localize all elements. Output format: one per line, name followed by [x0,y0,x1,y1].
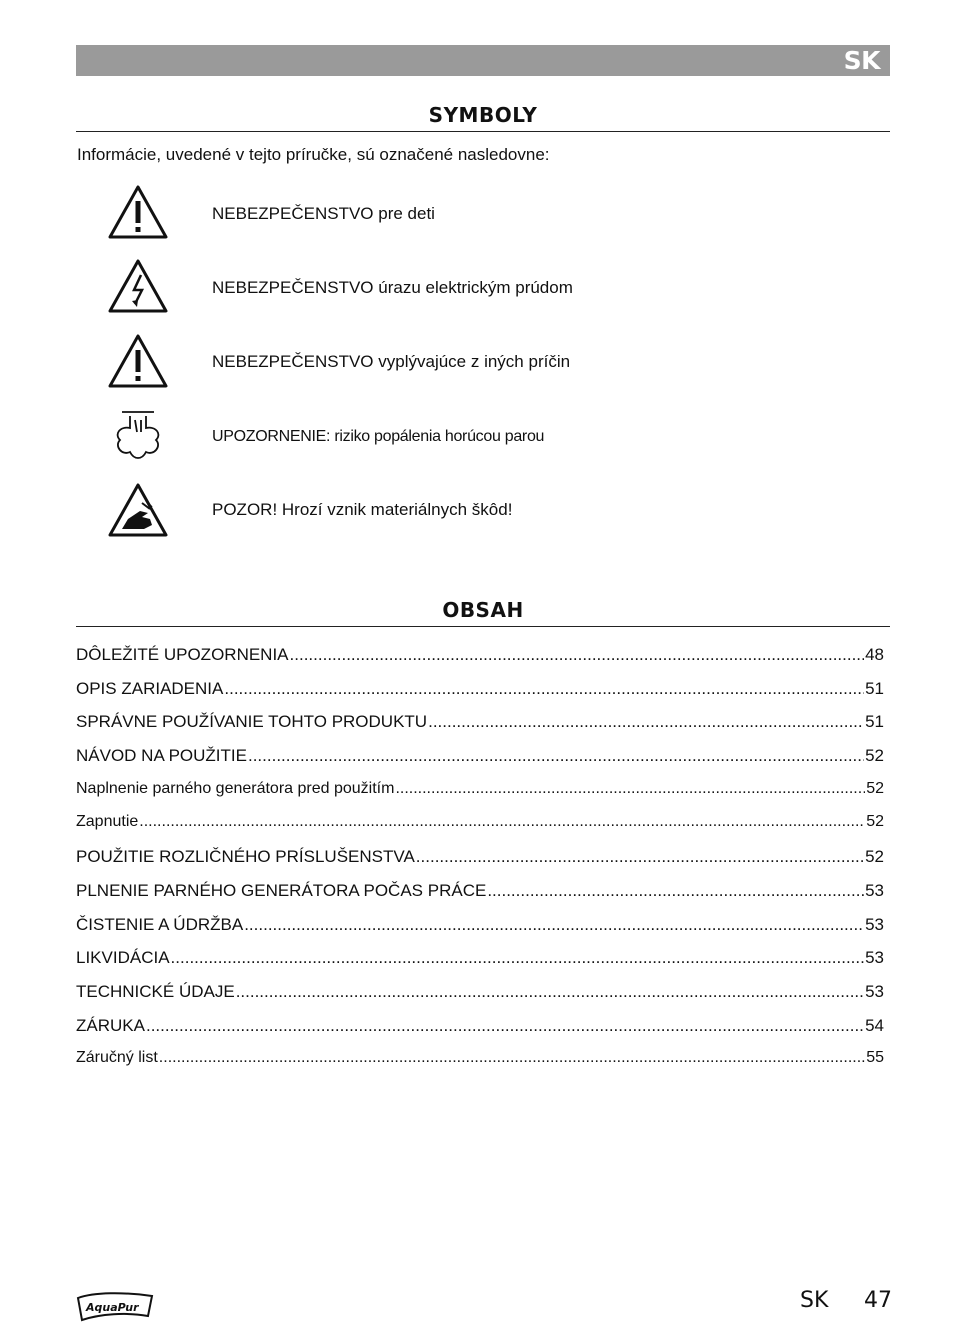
toc-entry-page: 48 [865,645,884,664]
toc-entry-page: 52 [866,779,884,797]
symbol-row-steam [76,406,890,466]
toc-entry-label: PLNENIE PARNÉHO GENERÁTORA POČAS PRÁCE [76,880,487,900]
toc-dot-leader [159,1049,865,1067]
toc-dot-leader [171,948,865,968]
toc-entry-page: 54 [865,1015,884,1035]
symbol-row-damage [76,481,890,541]
toc-entry-label: OPIS ZARIADENIA [76,678,224,698]
toc-entry-label: ZÁRUKA [76,1015,145,1035]
symbol-text: UPOZORNENIE: riziko popálenia horúcou parou [212,428,545,445]
hand-damage-icon [106,481,170,541]
toc-entry-label: LIKVIDÁCIA [76,948,170,968]
toc-entry-label: SPRÁVNE POUŽÍVANIE TOHTO PRODUKTU [76,712,428,732]
toc-entry[interactable] [76,847,884,881]
toc-entry-page: 53 [865,914,884,934]
footer-language: SK [800,1288,829,1313]
warning-triangle-icon [106,332,170,392]
toc-entry[interactable] [76,915,884,949]
toc-entry-page: 53 [865,948,884,968]
symbol-text: POZOR! Hrozí vznik materiálnych škôd! [212,500,513,519]
toc-dot-leader [236,982,864,1002]
symbol-text: NEBEZPEČENSTVO úrazu elektrickým prúdom [212,278,573,297]
logo-text: AquaPur [86,1301,139,1314]
symbols-intro: Informácie, uvedené v tejto príručke, sú označené nasledovne: [77,145,550,164]
toc-dot-leader [487,881,864,901]
contents-divider [76,626,890,627]
toc-entry-label: ČISTENIE A ÚDRŽBA [76,914,244,934]
table-of-contents [76,645,884,1083]
symbols-divider [76,131,890,132]
toc-entry[interactable] [76,813,884,847]
symbol-row-electric [76,257,890,317]
toc-entry[interactable] [76,948,884,982]
toc-entry-page: 55 [866,1049,884,1067]
toc-entry[interactable] [76,746,884,780]
toc-dot-leader [395,780,865,798]
symbol-text: NEBEZPEČENSTVO vyplývajúce z iných príčin [212,352,571,371]
toc-dot-leader [416,847,864,867]
electric-hazard-icon [106,257,170,317]
toc-dot-leader [244,915,864,935]
toc-entry[interactable] [76,1049,884,1083]
hot-steam-icon [106,406,170,466]
toc-entry[interactable] [76,1016,884,1050]
toc-entry-page: 52 [866,813,884,831]
symbols-heading: SYMBOLY [428,103,538,127]
toc-entry-label: NÁVOD NA POUŽITIE [76,746,247,766]
toc-entry-label: POUŽITIE ROZLIČNÉHO PRÍSLUŠENSTVA [76,847,415,867]
contents-heading: OBSAH [442,598,524,622]
toc-entry[interactable] [76,645,884,679]
toc-dot-leader [248,746,864,766]
toc-entry[interactable] [76,982,884,1016]
toc-entry-label: TECHNICKÉ ÚDAJE [76,981,235,1001]
toc-entry-label: Naplnenie parného generátora pred použitím [76,779,395,797]
toc-entry[interactable] [76,712,884,746]
toc-entry-page: 53 [865,981,884,1001]
toc-entry-page: 52 [865,847,884,867]
toc-entry-page: 52 [865,746,884,766]
toc-entry[interactable] [76,780,884,814]
symbol-text: NEBEZPEČENSTVO pre deti [212,204,435,223]
aquapur-logo [74,1288,156,1324]
toc-entry[interactable] [76,881,884,915]
toc-dot-leader [290,645,865,665]
symbol-row-other [76,332,890,392]
page-number: 47 [864,1288,892,1313]
toc-entry-label: Záručný list [76,1049,158,1067]
toc-entry-page: 51 [865,678,884,698]
toc-entry-label: Zapnutie [76,813,139,831]
toc-dot-leader [146,1016,864,1036]
warning-triangle-icon [106,183,170,243]
language-header-bar [76,45,890,76]
toc-entry-page: 53 [865,880,884,900]
symbol-row-children [76,183,890,243]
toc-dot-leader [428,712,864,732]
toc-entry[interactable] [76,679,884,713]
toc-entry-label: DÔLEŽITÉ UPOZORNENIA [76,645,289,664]
language-code: SK [843,46,880,75]
toc-dot-leader [139,813,865,831]
toc-dot-leader [224,679,864,699]
toc-entry-page: 51 [865,712,884,732]
